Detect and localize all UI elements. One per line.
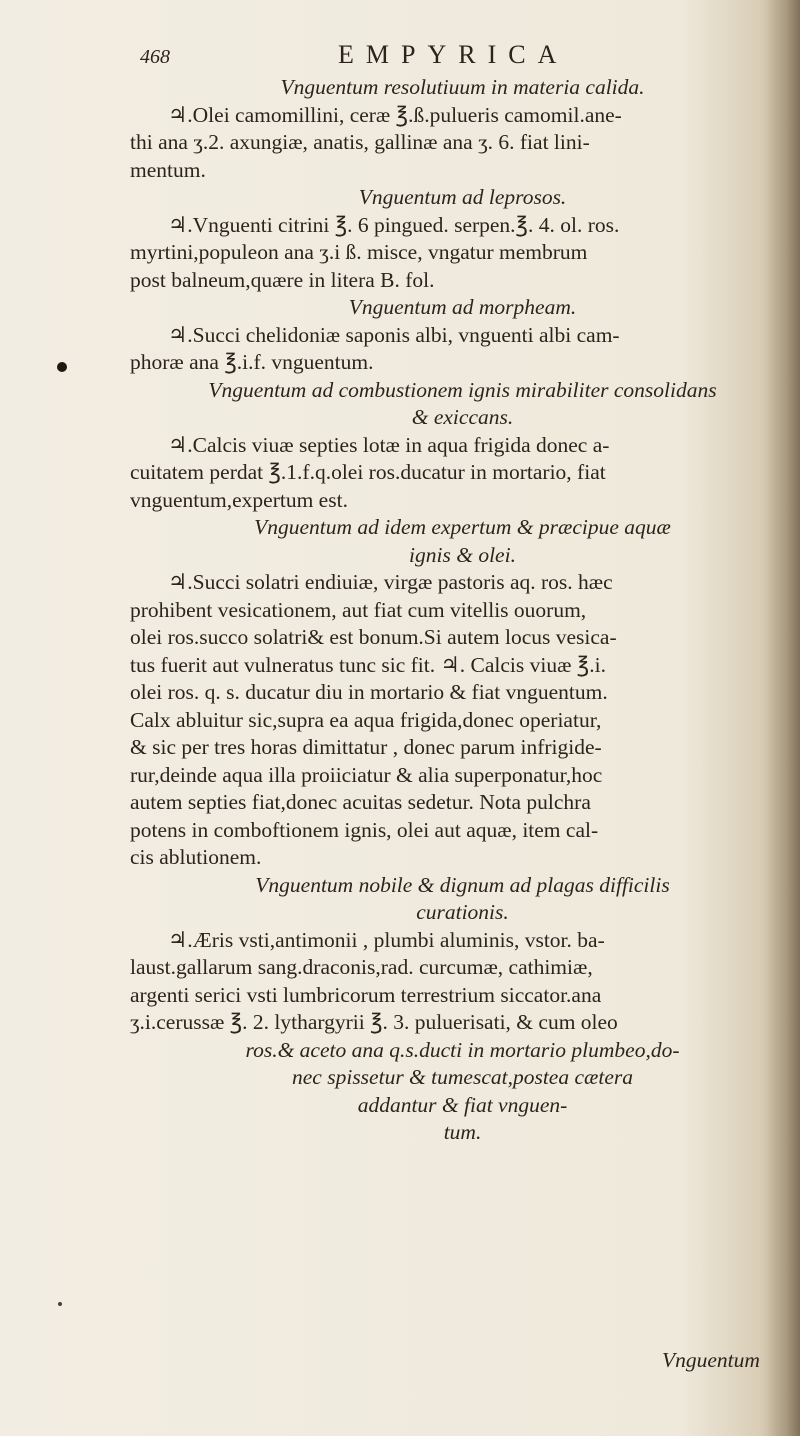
catchword: Vnguentum <box>662 1348 760 1372</box>
text-heading-line: Vnguentum ad morpheam. <box>348 295 577 319</box>
text-heading-line: & exiccans. <box>411 405 514 429</box>
text-line: ♃.Æris vsti,antimonii , plumbi aluminis, vstor. ba- <box>168 927 605 952</box>
text-line: ʒ.i.cerussæ ℥. 2. lythargyrii ℥. 3. puluerisati, & cum oleo <box>130 1010 618 1034</box>
text-heading-line: tum. <box>443 1120 482 1144</box>
text-heading-line: nec spissetur & tumescat,postea cætera <box>292 1065 633 1089</box>
ink-blot <box>57 362 67 372</box>
text-line: olei ros.succo solatri& est bonum.Si autem locus vesica- <box>130 625 617 649</box>
text-line: phoræ ana ℥.i.f. vnguentum. <box>130 350 374 374</box>
text-heading-line: Vnguentum ad leprosos. <box>358 185 567 209</box>
text-line: myrtini,populeon ana ʒ.i ß. misce, vngatur membrum <box>130 240 588 264</box>
text-line: laust.gallarum sang.draconis,rad. curcumæ, cathimiæ, <box>130 955 593 979</box>
text-line: ♃.Succi solatri endiuiæ, virgæ pastoris aq. ros. hæc <box>168 570 613 594</box>
text-line: tus fuerit aut vulneratus tunc sic fit. ♃. Calcis viuæ ℥.i. <box>130 652 606 677</box>
text-line: rur,deinde aqua illa proiiciatur & alia superponatur,hoc <box>130 762 603 787</box>
text-line: prohibent vesicationem, aut fiat cum vitellis ouorum, <box>130 597 587 622</box>
text-line: post balneum,quære in litera B. fol. <box>130 267 435 292</box>
text-line: ♃.Calcis viuæ septies lotæ in aqua frigida donec a- <box>168 432 610 457</box>
text-line: potens in comboftionem ignis, olei aut aquæ, item cal- <box>130 817 599 842</box>
text-line: argenti serici vsti lumbricorum terrestrium siccator.ana <box>130 982 602 1007</box>
text-line: vnguentum,expertum est. <box>130 487 348 512</box>
text-line: ♃.Vnguenti citrini ℥. 6 pingued. serpen.℥. 4. ol. ros. <box>168 212 620 237</box>
text-line: ♃.Olei camomillini, ceræ ℥.ß.pulueris camomil.ane- <box>168 102 622 127</box>
text-line: Calx abluitur sic,supra ea aqua frigida,donec operiatur, <box>130 707 602 732</box>
text-line: autem septies fiat,donec acuitas sedetur. Nota pulchra <box>130 790 591 814</box>
text-line: thi ana ʒ.2. axungiæ, anatis, gallinæ ana ʒ. 6. fiat lini- <box>130 130 590 154</box>
text-line: ♃.Succi chelidoniæ saponis albi, vnguenti albi cam- <box>168 322 620 347</box>
text-heading-line: Vnguentum resolutiuum in materia calida. <box>280 75 645 99</box>
text-heading-line: curationis. <box>416 900 509 924</box>
text-line: olei ros. q. s. ducatur diu in mortario & fiat vnguentum. <box>130 680 608 704</box>
text-line: mentum. <box>130 157 206 182</box>
page-number: 468 <box>140 46 170 68</box>
text-heading-line: Vnguentum nobile & dignum ad plagas difficilis <box>255 872 670 897</box>
text-line: cuitatem perdat ℥.1.f.q.olei ros.ducatur in mortario, fiat <box>130 460 606 484</box>
body-text <box>130 74 775 1147</box>
text-heading-line: addantur & fiat vnguen- <box>357 1092 568 1117</box>
text-line: & sic per tres horas dimittatur , donec parum infrigide- <box>130 735 602 759</box>
text-heading-line: Vnguentum ad idem expertum & præcipue aquæ <box>254 515 671 539</box>
text-heading-line: ros.& aceto ana q.s.ducti in mortario plumbeo,do- <box>245 1037 680 1062</box>
text-heading-line: Vnguentum ad combustionem ignis mirabiliter consolidans <box>208 377 717 402</box>
running-title: EMPYRICA <box>338 40 569 69</box>
ink-speck <box>58 1302 62 1306</box>
text-heading-line: ignis & olei. <box>409 542 516 567</box>
text-line: cis ablutionem. <box>130 845 262 869</box>
